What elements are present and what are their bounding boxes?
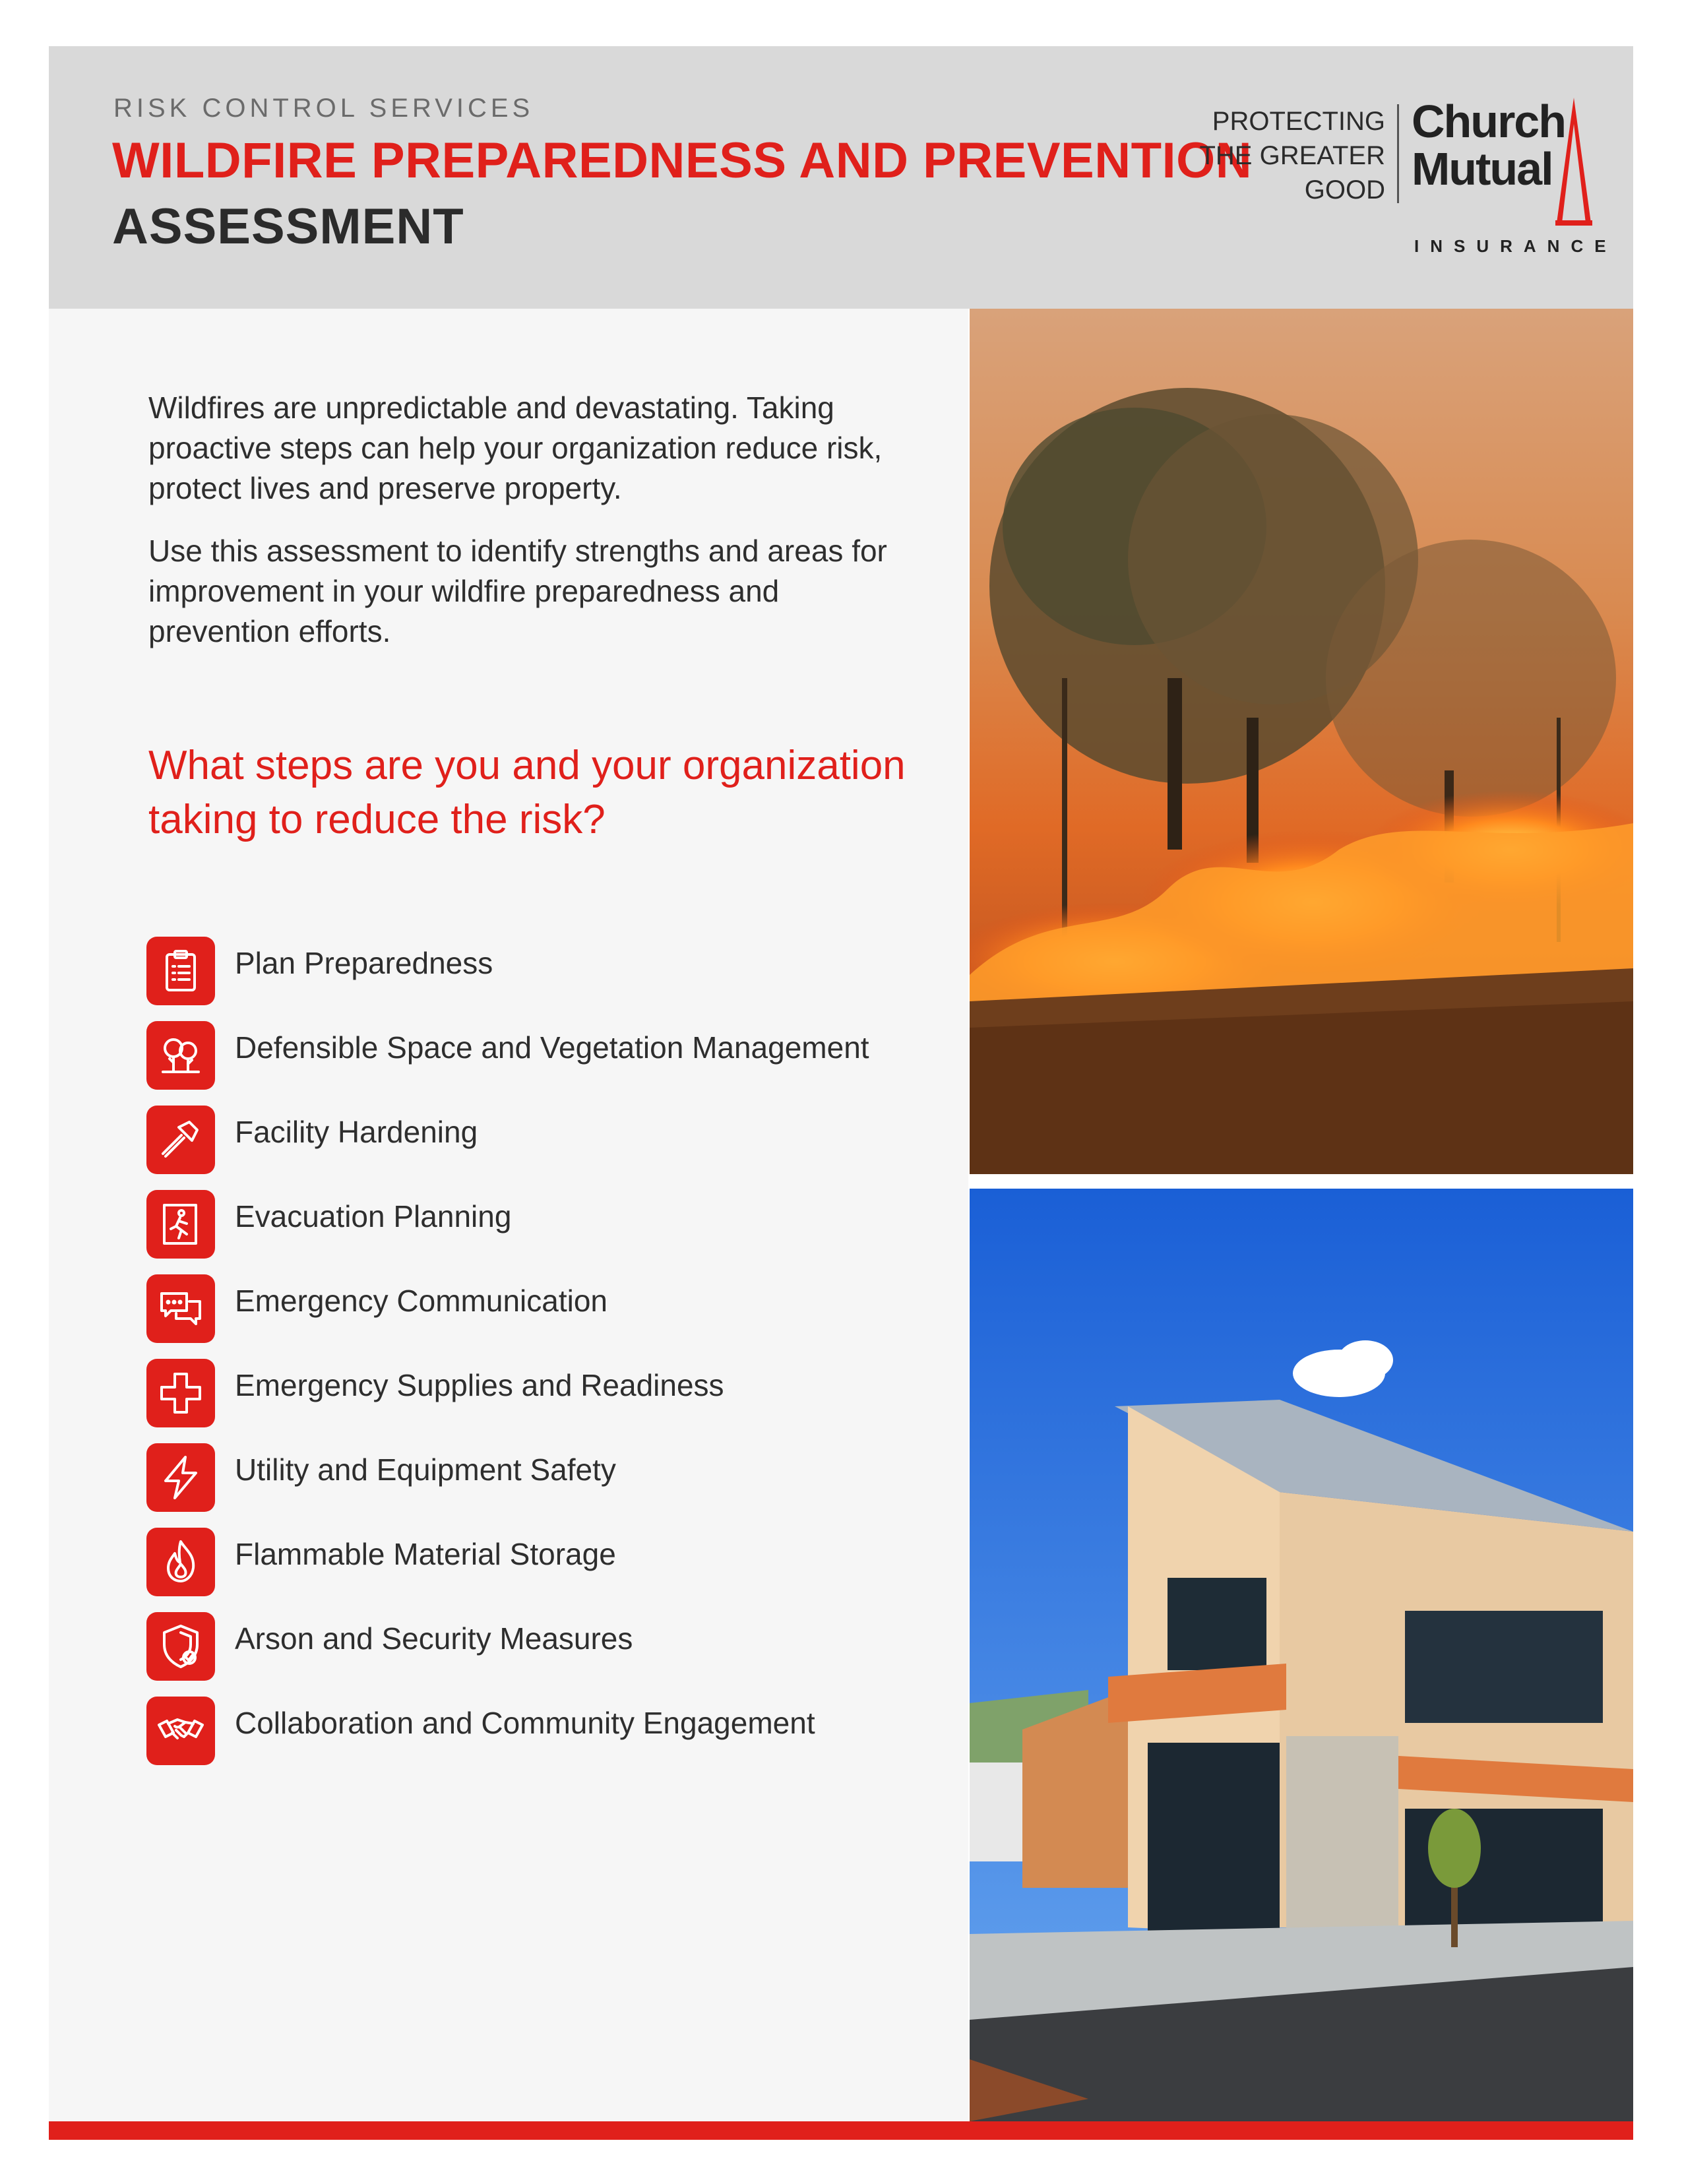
lightning-icon bbox=[146, 1443, 215, 1512]
tagline-line-2: THE GREATER bbox=[1199, 141, 1385, 170]
flame-icon bbox=[146, 1528, 215, 1596]
list-item bbox=[146, 1359, 938, 1431]
intro-paragraph-1: Wildfires are unpredictable and devastating. Taking proactive steps can help your organization reduce risk, protect lives and preserve property. bbox=[148, 390, 883, 505]
steeple-icon bbox=[1553, 98, 1595, 230]
medical-cross-icon bbox=[146, 1359, 215, 1427]
logo-word-mutual: Mutual bbox=[1412, 143, 1553, 195]
eyebrow-label: RISK CONTROL SERVICES bbox=[113, 94, 534, 123]
step-label: Facility Hardening bbox=[235, 1115, 478, 1149]
building-photo bbox=[970, 1189, 1633, 2121]
exit-icon bbox=[146, 1190, 215, 1259]
company-logo bbox=[1412, 96, 1617, 263]
shield-check-icon bbox=[146, 1612, 215, 1681]
step-label: Emergency Communication bbox=[235, 1284, 608, 1318]
trees-icon bbox=[146, 1021, 215, 1090]
list-item bbox=[146, 1274, 938, 1347]
list-item bbox=[146, 1697, 938, 1769]
intro-paragraph-2: Use this assessment to identify strengths and areas for improvement in your wildfire preparedness and prevention efforts. bbox=[148, 534, 887, 648]
chat-bubbles-icon bbox=[146, 1274, 215, 1343]
intro-text bbox=[148, 388, 927, 674]
handshake-icon bbox=[146, 1697, 215, 1765]
list-item bbox=[146, 1528, 938, 1600]
step-label: Plan Preparedness bbox=[235, 946, 493, 980]
tagline-line-3: GOOD bbox=[1304, 175, 1385, 204]
list-item bbox=[146, 1106, 938, 1178]
list-item bbox=[146, 1021, 938, 1094]
clipboard-icon bbox=[146, 937, 215, 1005]
logo-insurance: INSURANCE bbox=[1414, 236, 1617, 256]
tagline bbox=[1121, 104, 1385, 207]
step-label: Arson and Security Measures bbox=[235, 1621, 633, 1656]
list-item bbox=[146, 1190, 938, 1263]
step-label: Evacuation Planning bbox=[235, 1199, 512, 1233]
list-item bbox=[146, 1443, 938, 1516]
list-item bbox=[146, 1612, 938, 1685]
tagline-line-1: PROTECTING bbox=[1212, 107, 1385, 136]
step-label: Collaboration and Community Engagement bbox=[235, 1706, 815, 1740]
list-item bbox=[146, 937, 938, 1009]
wildfire-photo bbox=[970, 309, 1633, 1174]
page-subtitle: ASSESSMENT bbox=[112, 199, 464, 255]
logo-divider bbox=[1397, 104, 1399, 203]
step-label: Flammable Material Storage bbox=[235, 1537, 616, 1571]
hammer-icon bbox=[146, 1106, 215, 1174]
footer-bar bbox=[49, 2121, 1633, 2140]
step-label: Defensible Space and Vegetation Management bbox=[235, 1030, 869, 1065]
section-question: What steps are you and your organization taking to reduce the risk? bbox=[148, 743, 906, 842]
logo-word-church: Church bbox=[1412, 96, 1565, 147]
step-label: Emergency Supplies and Readiness bbox=[235, 1368, 724, 1402]
step-label: Utility and Equipment Safety bbox=[235, 1452, 616, 1487]
page-title: WILDFIRE PREPAREDNESS AND PREVENTION bbox=[112, 133, 1253, 189]
